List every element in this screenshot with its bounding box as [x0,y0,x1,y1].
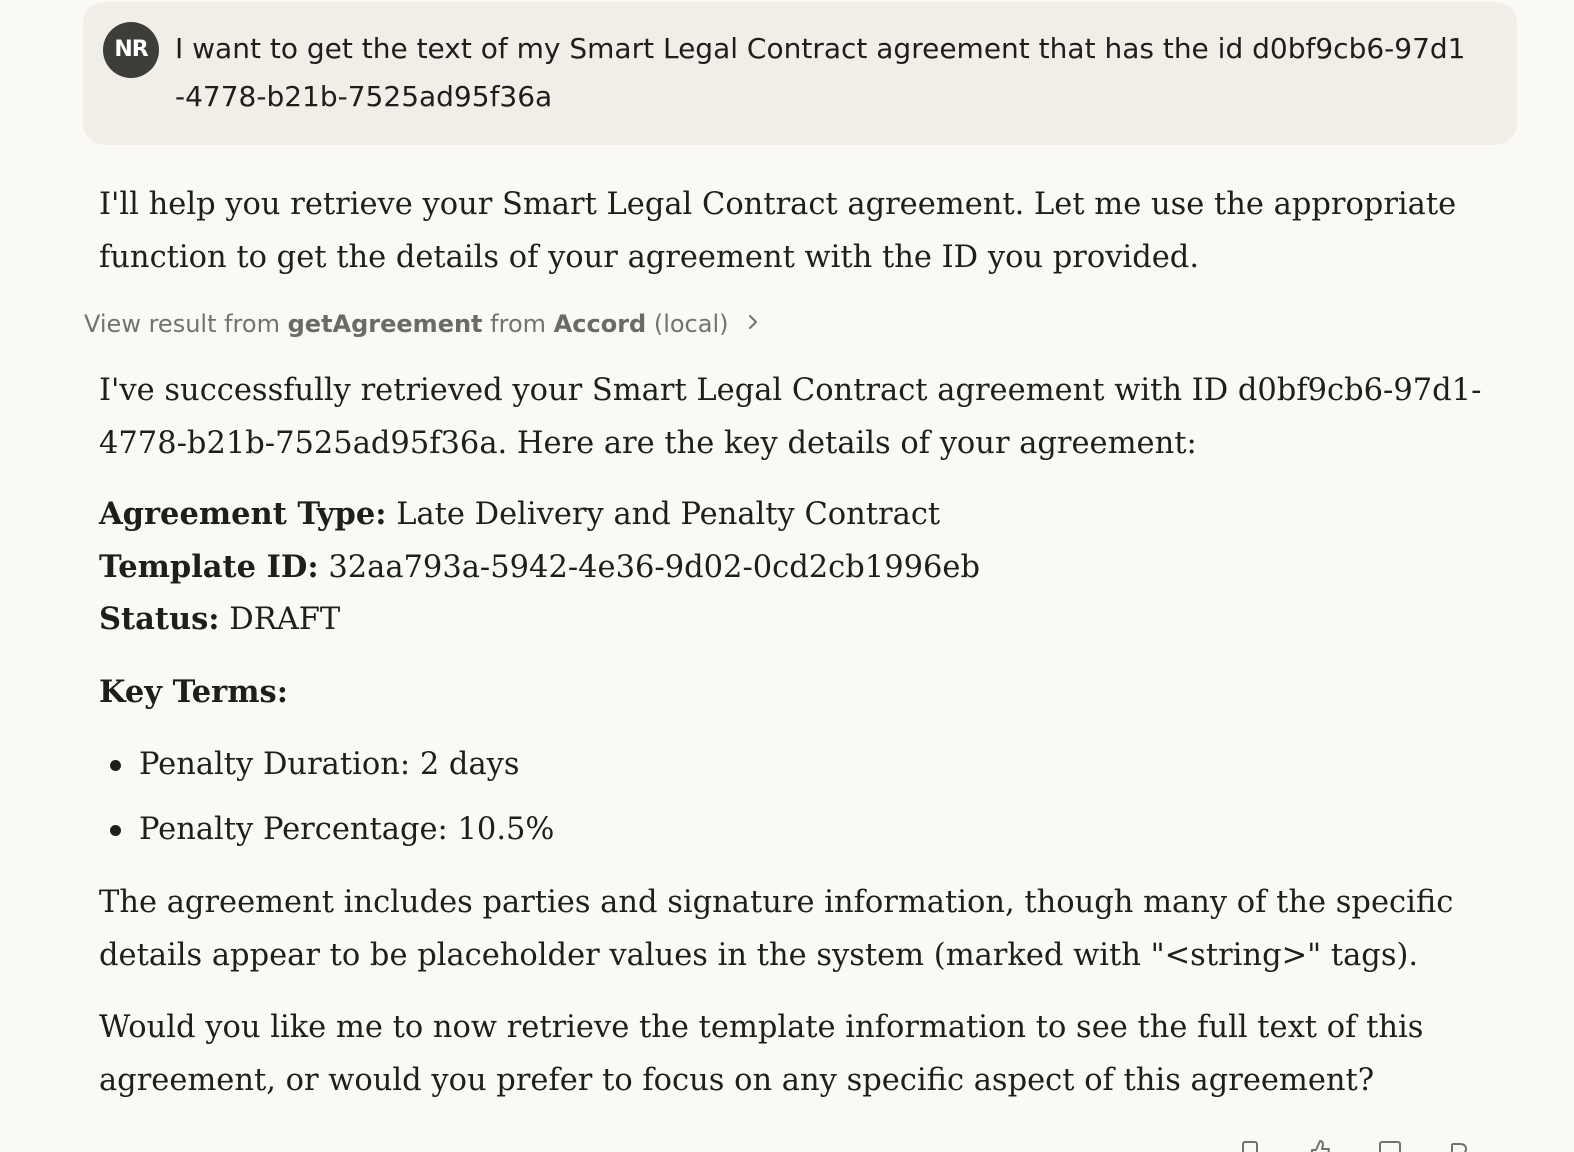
tool-function-name: getAgreement [287,310,483,338]
list-item: Penalty Percentage: 10.5% [99,803,554,868]
field-template-id [99,541,1499,594]
user-message-text: I want to get the text of my Smart Legal Contract agreement that has the id d0bf9cb6-97d1-4778-b21b-7525ad95f36a [175,32,1466,113]
chevron-right-icon[interactable] [746,308,760,344]
key-terms-heading: Key Terms: [99,674,288,710]
avatar[interactable]: NR [103,22,159,78]
field-value: 32aa793a-5942-4e36-9d02-0cd2cb1996eb [328,549,980,585]
assistant-question-paragraph: Would you like me to now retrieve the template information to see the full text of this agreement, or would you prefer to focus on any specific aspect of this agreement? [99,1010,1424,1098]
thumbs-down-icon[interactable] [1376,1138,1404,1152]
message-action-toolbar [1236,1138,1474,1152]
tool-result-prefix: View result from [84,310,280,338]
retry-icon[interactable] [1446,1138,1474,1152]
assistant-result-paragraph: I've successfully retrieved your Smart Legal Contract agreement with ID d0bf9cb6-97d1-4778-b21b-7525ad95f36a. Here are the key details of your agreement: [99,373,1482,461]
field-status [99,593,1499,646]
tool-server-name: Accord [553,310,647,338]
field-agreement-type [99,488,1499,541]
thumbs-up-icon[interactable] [1306,1138,1334,1152]
copy-icon[interactable] [1236,1138,1264,1152]
field-value: Late Delivery and Penalty Contract [396,497,941,532]
tool-result-middle: from [490,310,547,338]
field-label: Status: [99,601,220,637]
list-item: Penalty Duration: 2 days [99,738,554,803]
agreement-details [99,488,1499,646]
tool-result-suffix: (local) [653,310,729,338]
key-terms-list [99,738,554,868]
user-message-bubble [83,2,1517,145]
assistant-intro-paragraph: I'll help you retrieve your Smart Legal Contract agreement. Let me use the appropriate function to get the details of your agreement with the ID you provided. [99,187,1457,275]
tool-result-link[interactable] [84,306,760,344]
field-value: DRAFT [229,602,341,637]
field-label: Agreement Type: [99,496,387,532]
field-label: Template ID: [99,548,319,585]
assistant-note-paragraph: The agreement includes parties and signature information, though many of the specific details appear to be placeholder values in the system (marked with "<string>" tags). [99,885,1454,973]
